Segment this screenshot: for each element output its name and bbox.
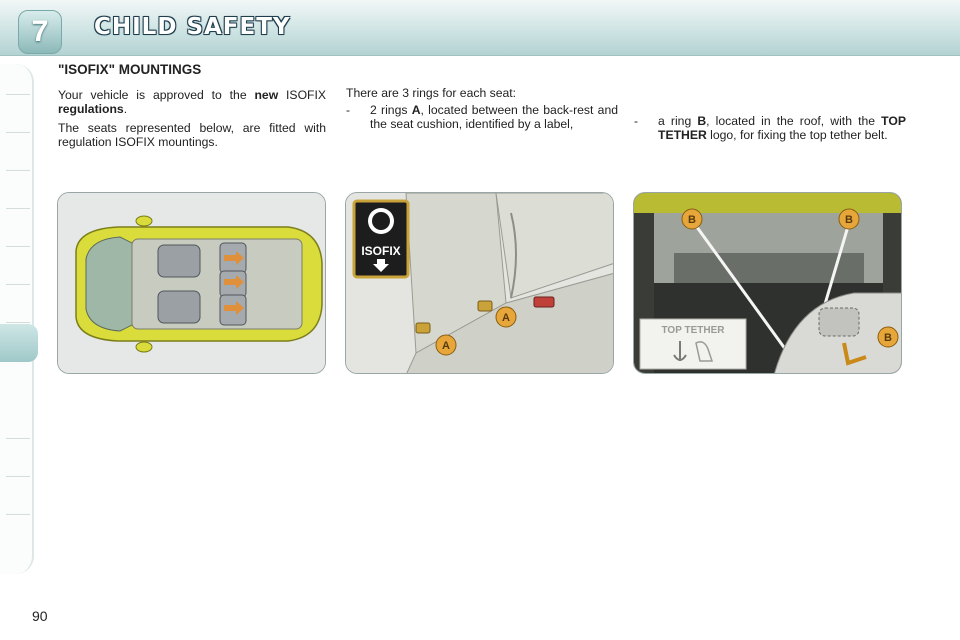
top-tether-label: TOP TETHER [661,325,725,336]
marker-a: A [502,312,510,324]
ring-b-column [634,114,906,142]
bullet-dash: - [634,114,639,128]
tab-divider [6,514,30,515]
tab-divider [6,246,30,247]
tab-divider [6,284,30,285]
tab-divider [6,438,30,439]
bullet-text: , located between the back-rest and the seat cushion, identified by a label, [370,103,618,131]
top-tether-text: TOP TETHER [658,114,906,142]
intro-emphasis-regulations: regulations [58,102,124,116]
ring-b-bullet [634,114,906,142]
marker-b: B [688,214,696,226]
intro-text: Your vehicle is approved to the [58,88,255,102]
active-chapter-tab[interactable] [0,324,38,362]
tab-divider [6,94,30,95]
car-top-view-figure [57,192,326,374]
intro-text: ISOFIX [278,88,327,102]
bullet-text: a ring [658,114,698,128]
rings-column [346,86,618,131]
marker-b: B [845,214,853,226]
intro-column [58,88,326,154]
isofix-rings-figure [345,192,614,374]
page-header [0,0,960,56]
chapter-title: CHILD SAFETY [94,14,291,40]
top-tether-figure [633,192,902,374]
bullet-text: logo, for fixing the top tether belt. [706,128,888,142]
rings-intro: There are 3 rings for each seat: [346,86,517,100]
bullet-text: 2 rings [370,103,412,117]
tab-divider [6,208,30,209]
intro-text: . [123,102,128,116]
marker-a: A [442,340,450,352]
page-number: 90 [32,608,48,624]
ring-letter-b: B [697,114,707,128]
bullet-text: , located in the roof, with the [706,114,882,128]
intro-paragraph [58,88,326,116]
chapter-tab-strip [0,64,34,574]
seats-paragraph: The seats represented below, are fitted with regulation ISOFIX mountings. [58,121,326,149]
tab-divider [6,322,30,323]
bullet-dash: - [346,103,351,117]
marker-b: B [884,332,892,344]
section-title: "ISOFIX" MOUNTINGS [58,62,202,77]
tab-divider [6,170,30,171]
tab-divider [6,132,30,133]
ring-a-bullet [346,103,618,131]
ring-letter-a: A [411,103,421,117]
tab-divider [6,476,30,477]
chapter-badge: 7 [18,10,62,54]
intro-emphasis-new: new [254,88,279,102]
isofix-label-text: ISOFIX [361,244,401,258]
